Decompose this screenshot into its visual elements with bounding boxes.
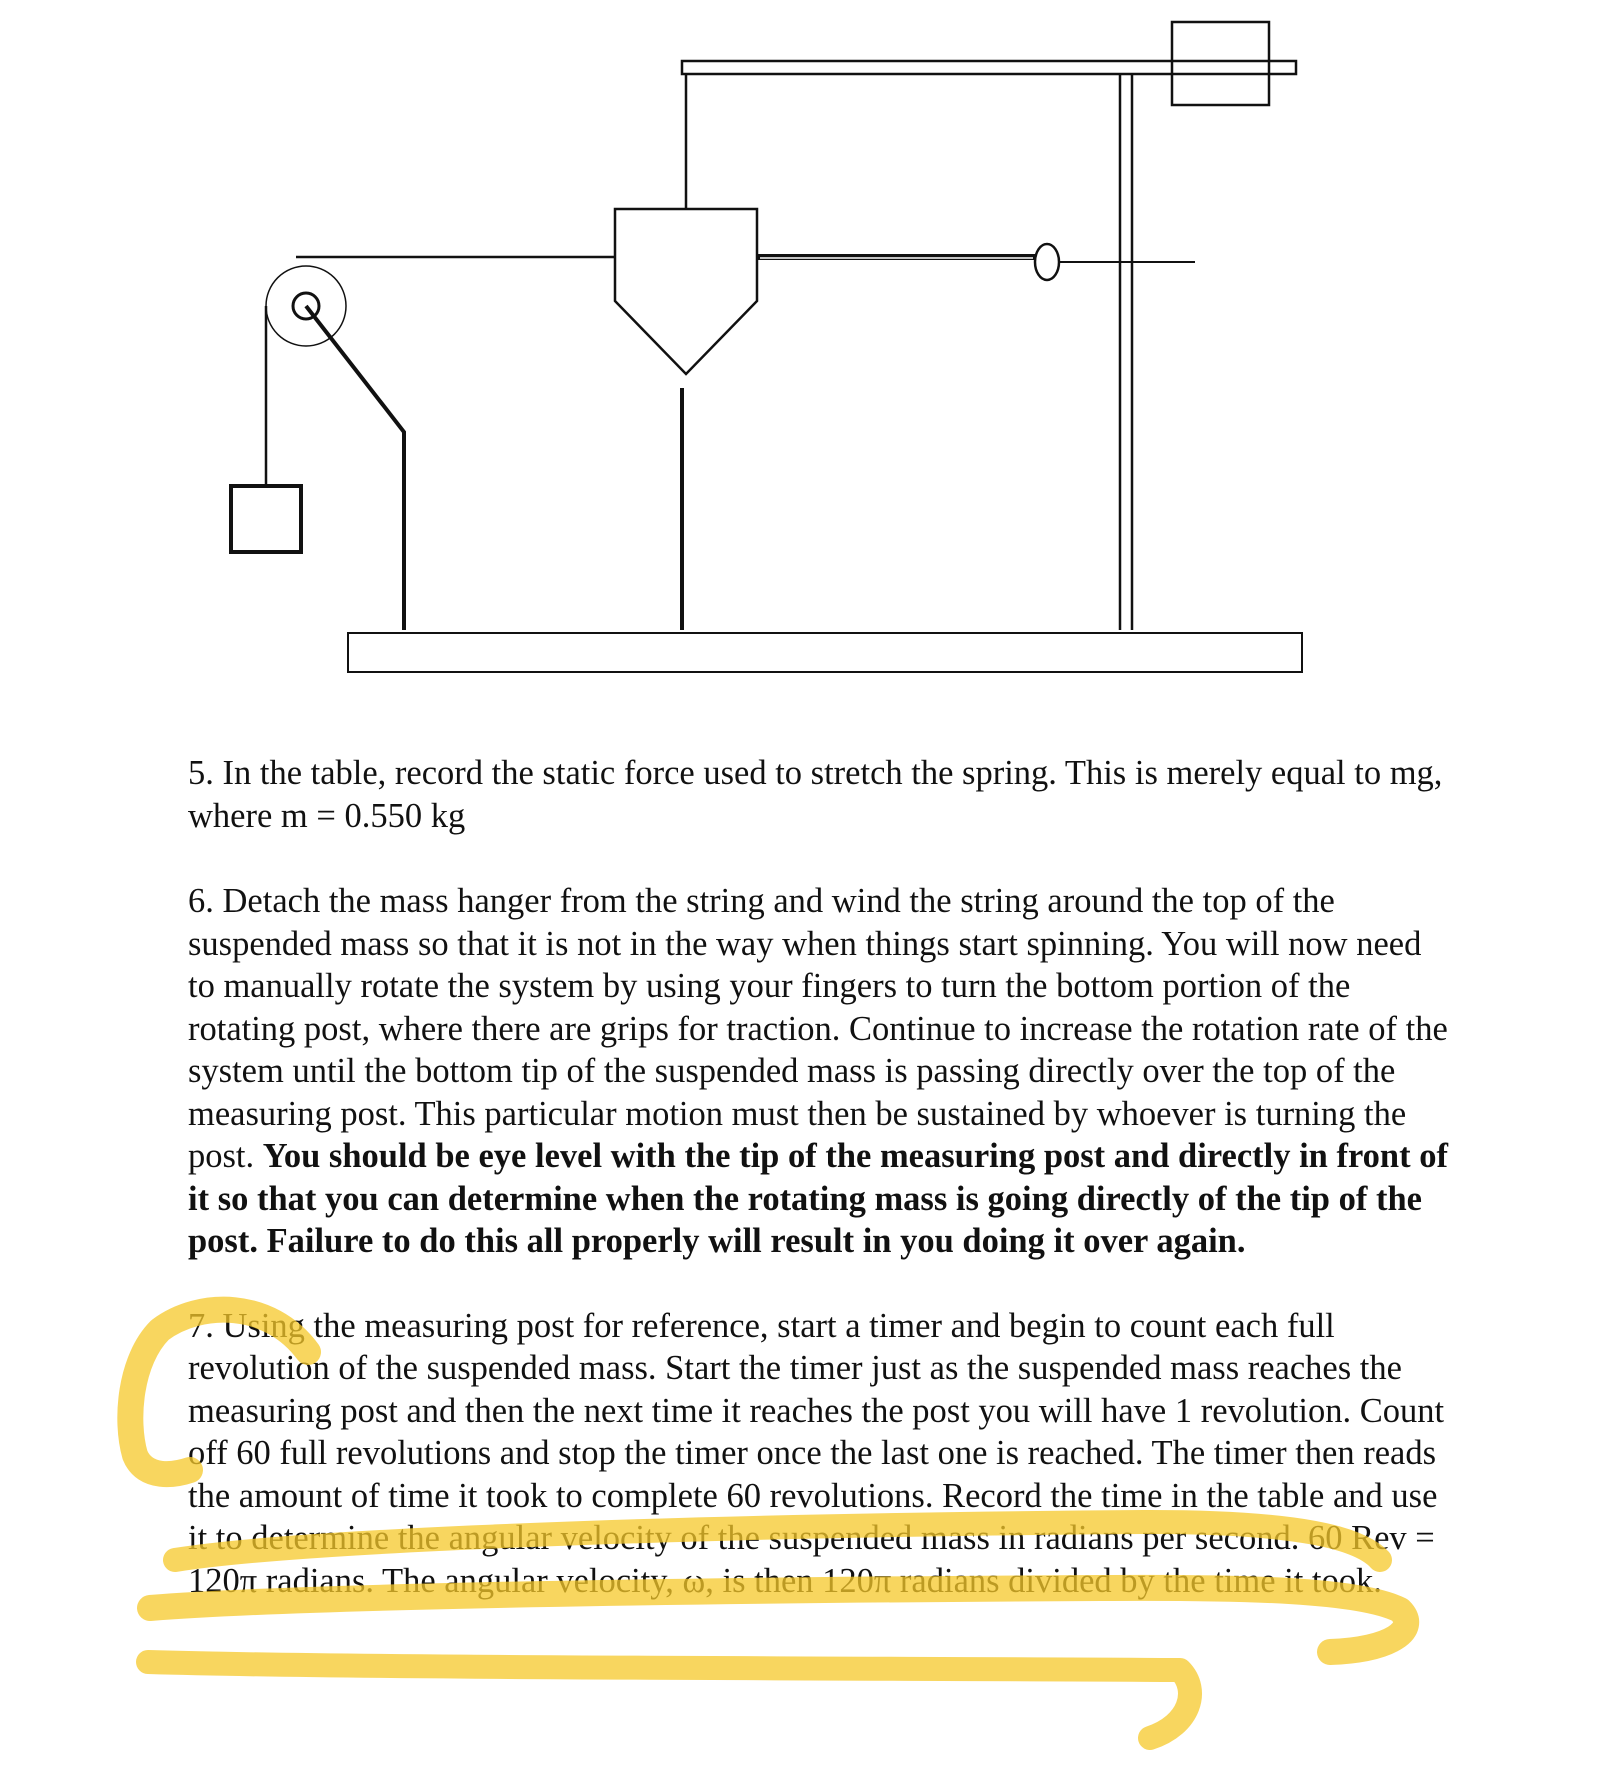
instructions [188,752,1448,1644]
base [348,633,1302,672]
step-6-bold-warning: You should be eye level with the tip of the measuring post and directly in front of it so that you can determine when the rotating mass is going directly of the tip of the post. Failure to do this all properly will result in you doing it over again. [188,1137,1448,1260]
suspended-mass [615,209,757,374]
step-5: 5. In the table, record the static force used to stretch the spring. This is merely equal to mg, where m = 0.550 kg [188,754,1443,835]
counterweight [1172,22,1269,105]
highlight-stroke-3 [148,1662,1190,1738]
cross-arm [682,61,1296,74]
pulley-support [306,306,404,630]
apparatus-diagram [0,0,1620,740]
step-6 [188,880,1448,1263]
step-6-text: 6. Detach the mass hanger from the string and wind the string around the top of the suspended mass so that it is not in the way when things start spinning. You will now need to manually rotate the system by using your fingers to turn the bottom portion of the rotating post, where there are grips for traction. Continue to increase the rotation rate of the system until the bottom tip of the suspended mass is passing directly over the top of the measuring post. This particular motion must then be sustained by whoever is turning the post. [188,882,1448,1175]
hanging-mass [231,486,301,552]
spring-hook [1035,244,1059,280]
step-7: 7. Using the measuring post for reference, start a timer and begin to count each full revolution of the suspended mass. Start the timer just as the suspended mass reaches the measuring post and then the next time it reaches the post you will have 1 revolution. Count off 60 full revolutions and stop the timer once the last one is reached. The timer then reads the amount of time it took to complete 60 revolutions. Record the time in the table and use it to determine the angular velocity of the suspended mass in radians per second. 60 Rev = 120π radians. The angular velocity, ω, is then 120π radians divided by the time it took. [188,1306,1445,1600]
